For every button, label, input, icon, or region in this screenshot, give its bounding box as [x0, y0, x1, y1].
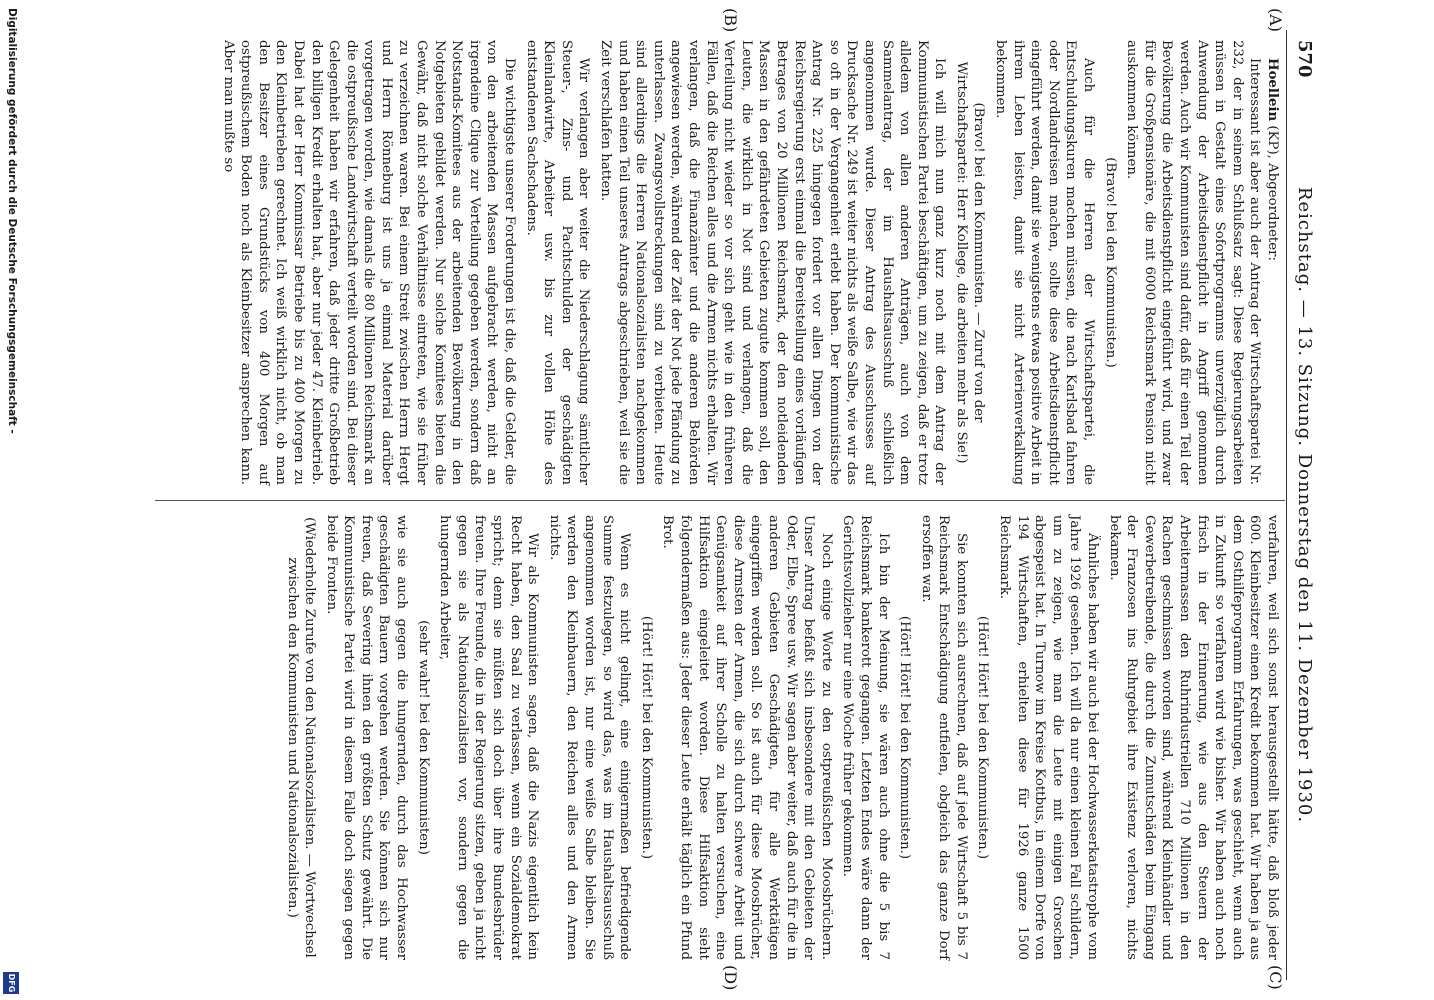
remark: (Hört! Hört! bei den Kommunisten.) — [897, 615, 913, 860]
remark: (Bravo! bei den Kommunisten. — Zuruf von der Wirtschaftspartei: Herr Kollege, die arbeiten mehr als Sie!) — [953, 61, 987, 464]
left-column — [219, 40, 1281, 485]
paragraph: wie sie auch gegen die hungernden, durch das Hochwasser geschädigten Bauern vorgehen werden. Sie können sich nur freuen, daß Severing ihnen den größten Schutz gewährt. Die Kommunistische Partei wird in diesem Falle doch siegen gegen beide Fronten. — [323, 515, 410, 960]
margin-mark-d: (D) — [721, 965, 740, 991]
paragraph: Interessant ist aber auch der Antrag der Wirtschaftspartei Nr. 232, der in seinem Schlußsatz sagt: Diese Regierungsarbeiten müssen in Gestalt eines Sofortprogramms unverzüglich durch Anwendung der Arbeitsdienstpflicht in Angriff genommen werden. Auch wir Kommunisten sind dafür, daß für einen Teil der Bevölkerung die Arbeitsdienstpflicht eingeführt wird, und zwar für die Großpensionäre, die mit 6000 Reichsmark Pension nicht auskommen können. — [1124, 40, 1263, 485]
paragraph: Wenn es nicht gelingt, eine einigermaßen befriedigende Summe festzulegen, so wird das, was im Haushaltsausschuß angenommen worden ist, nur eine weiße Salbe bleiben. Sie werden den Kleinbauern, den Reichen alles und den Armen nichts. — [546, 515, 633, 960]
remark: (Hört! Hört! bei den Kommunisten.) — [638, 615, 654, 860]
paragraph: Ich bin der Meinung, sie wären auch ohne die 5 bis 7 Reichsmark bankerott gegangen. Letzten Endes wäre dann der Gerichtsvollzieher nur eine Woche früher gekommen. — [840, 515, 891, 960]
page-number: 570 — [1294, 40, 1315, 78]
paragraph: Sie konnten sich ausrechnen, daß auf jede Wirtschaft 5 bis 7 Reichsmark Entschädigung entfielen, obgleich das ganze Dorf ersoffen war. — [918, 515, 969, 960]
dfg-logo: DFG — [3, 972, 19, 994]
column-divider — [155, 500, 1285, 501]
paragraph: Wir als Kommunisten sagen, daß die Nazis eigentlich kein Recht haben, den Saal zu verlassen, wenn ein Sozialdemokrat spricht; denn sie müßten sich doch über ihre Bundesbrüder freuen. Ihre Freunde, die in der Regierung sitzen, geben ja nicht gegen sie als Nationalsozialisten vor, sondern gegen die hungernden Arbeiter, — [437, 515, 541, 960]
scanned-page — [115, 0, 1325, 1000]
side-caption-text: Digitalisierung gefördert durch die Deutsche Forschungsgemeinschaft - — [6, 8, 18, 434]
margin-mark-b: (B) — [721, 8, 740, 33]
paragraph: Ich will mich nun ganz kurz noch mit dem Antrag der Kommunistischen Partei beschäftigen, um zu zeigen, daß er trotz alledem von allen anderen Anträgen, auch von dem Sammelantrag, der im Haushaltsausschuß schließlich angenommen wurde. Dieser Antrag des Ausschusses auf Drucksache Nr. 249 ist weiter nichts als weiße Salbe, wie wir das so oft in der Vergangenheit erlebt haben. Der kommunistische Antrag Nr. 225 hingegen fordert vor allen Dingen von der Reichsregierung erst einmal die Bereitstellung eines vorläufigen Betrages von 20 Millionen Reichsmark, der den notleidenden Massen in den gefährdeten Gebieten zugute kommen soll, den Leuten, die wirklich in Not sind und verlangen, daß die Verteilung nicht wieder so vor sich geht wie in den früheren Fällen, daß die Reichen alles und die Armen nichts erhalten. Wir verlangen, daß die Finanzämter und die anderen Behörden angewiesen werden, während der Zeit der Not jede Pfändung zu unterlassen. Zwangsvollstreckungen sind zu verbieten. Heute sind allerdings die Herren Nationalsozialisten nachgekommen und haben einen Teil unseres Antrags abgeschrieben, weil sie die Zeit verschlafen hatten. — [598, 40, 948, 485]
speaker-note: (KP), Abgeordneter: — [1265, 125, 1280, 261]
paragraph: Noch einige Worte zu den ostpreußischen Moosbrüchern. Unser Antrag befaßt sich insbesondere mit den Gebieten der Oder, Elbe, Spree usw. Wir sagen aber weiter, daß auch für die in anderen Gebieten Geschädigten, für alle Werktätigen eingegriffen werden soll. So ist auch für diese Moosbrücher, diese Armsten der Armen, die sich durch schwere Arbeit und Genügsamkeit auf ihrer Scholle zu halten versuchen, eine Hilfsaktion eingeleitet worden. Diese Hilfsaktion sieht folgendermaßen aus: Jeder dieser Leute erhält täglich ein Pfund Brot. — [660, 515, 834, 960]
header-rule — [1286, 30, 1287, 980]
remark: (Wiederholte Zurufe von den Nationalsozialisten. — Wortwechsel zwischen den Kommunisten und Nationalsozialisten.) — [284, 517, 318, 958]
page-header — [1285, 40, 1315, 970]
page-title: Reichstag. — 13. Sitzung. Donnerstag den 11. Dezember 1930. — [1294, 186, 1315, 824]
right-column — [283, 515, 1281, 960]
side-caption-strip — [0, 0, 22, 1000]
side-caption-rotator — [0, 0, 22, 1000]
speaker-name: Hoellein — [1265, 58, 1280, 122]
remark: (sehr wahr! bei den Kommunisten) — [415, 620, 431, 855]
remark: (Hört! Hört! bei den Kommunisten.) — [975, 615, 991, 860]
paragraph: Ähnliches haben wir auch bei der Hochwasserkatastrophe vom Jahre 1926 gesehen. Ich will da nur einen kleinen Fall schildern, um zu zeigen, wie man die Leute mit einigen Groschen abgespeist hat. In Turnow im Kreise Kottbus, in einem Dorfe von 194 Wirtschaften, erhielten diese für 1926 ganze 1500 Reichsmark. — [997, 515, 1101, 960]
remark: (Bravo! bei den Kommunisten.) — [1102, 157, 1118, 368]
paragraph: Auch für die Herren der Wirtschaftspartei, die Entschuldungskuren machen müssen, die nach Karlsbad fahren oder Nordlandreisen machen, sollte diese Arbeitsdienstpflicht eingeführt werden, damit sie wenigstens etwas positive Arbeit in ihrem Leben leisten, damit sie nicht Arterienverkalkung bekommen. — [993, 40, 1097, 485]
margin-mark-c: (C) — [1266, 965, 1285, 990]
paragraph: verfahren, weil sich sonst herausgestellt hätte, daß bloß jeder 600. Kleinbesitzer einen Kredit bekommen hat. Wir haben ja aus dem Osthilfeprogramm Erfahrungen, was geschieht, wenn auch in Zukunft so verfahren wird wie bisher. Wir haben auch noch frisch in der Erinnerung, wie aus den Steuern der Arbeitermassen den Ruhrindustriellen 710 Millionen in den Rachen geschmissen worden sind, während Kleinhändler und Gewerbetreibende, die durch die Zumutschäden beim Eingang der Franzosen ins Ruhrgebiet ihre Existenz verloren, nichts bekamen. — [1106, 515, 1280, 960]
paragraph: Wir verlangen aber weiter die Niederschlagung sämtlicher Steuer-, Zins- und Pachtschulden der geschädigten Kleinlandwirte, Arbeiter usw. bis zur vollen Höhe des entstandenen Sachschadens. — [523, 40, 592, 485]
margin-mark-a: (A) — [1266, 8, 1285, 33]
paragraph: Die wichtigste unserer Forderungen ist die, daß die Gelder, die von den arbeitenden Massen aufgebracht werden, nicht an irgendeine Clique zur Verteilung gegeben werden, sondern daß Notstands-Komitees aus der arbeitenden Bevölkerung in den Notgebieten gebildet werden. Nur solche Komitees bieten die Gewähr, daß nicht solche Verhältnisse eintreten, wie sie früher zu verzeichnen waren. Bei einem Streit zwischen Herrn Hergt und Herrn Rönneburg ist uns ja einmal Material darüber vorgetragen worden, wie damals die 80 Millionen Reichsmark an die ostpreußische Landwirtschaft verteilt worden sind. Bei dieser Gelegenheit haben wir erfahren, daß jeder dritte Großbetrieb den billigen Kredit erhalten hat, aber nur jeder 47. Kleinbetrieb. Dabei hat der Herr Kommissar Betriebe bis zu 400 Morgen zu den Kleinbetrieben gerechnet. Ich weiß wirklich nicht, ob man den Besitzer eines Grundstücks von 400 Morgen auf ostpreußischem Boden noch als Kleinbesitzer ansprechen kann. Aber man mußte so — [220, 40, 518, 485]
